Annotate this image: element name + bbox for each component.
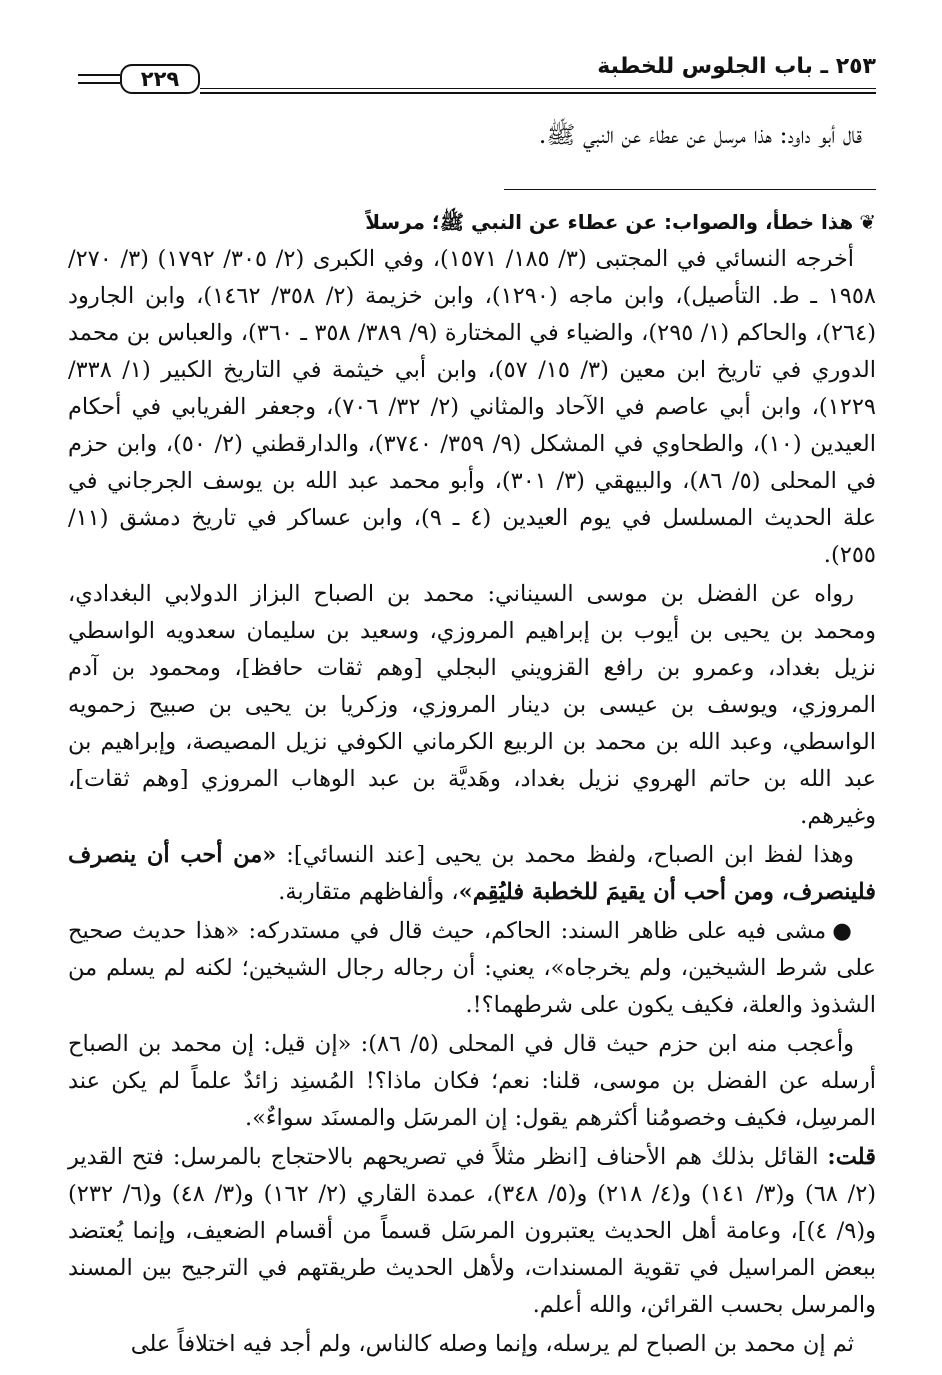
wording-lead: وهذا لفظ ابن الصباح، ولفظ محمد بن يحيى [عند النسائي]: [286,842,854,868]
qultu-label: قلت: [827,1144,877,1170]
paragraph-final: ثم إن محمد بن الصباح لم يرسله، وإنما وصله كالناس، ولم أجد فيه اختلافاً على [130,1331,854,1357]
section-heading [68,205,876,239]
section-heading-text: هذا خطأ، والصواب: عن عطاء عن النبي ﷺ؛ مرسلاً [365,210,854,234]
header-rule [78,74,120,76]
chapter-title: ٢٥٣ ـ باب الجلوس للخطبة [597,54,876,79]
paragraph-wording [68,837,876,911]
header-rule [78,82,120,84]
paragraph-takhrij: أخرجه النسائي في المجتبى (٣/ ١٨٥/ ١٥٧١)، وفي الكبرى (٢/ ٣٠٥/ ١٧٩٢) (٣/ ٢٧٠/ ١٩٥٨ ـ ط. التأصيل)، وابن ماجه (١٢٩٠)، وابن خزيمة (٢/ ٣٥٨/ ١٤٦٢)، وابن الجارود (٢٦٤)، والحاكم (١/ ٢٩٥)، والضياء في المختارة (٩/ ٣٨٩/ ٣٥٨ ـ ٣٦٠)، والعباس بن محمد الدوري في تاريخ ابن معين (٣/ ١٥/ ٥٧)، وابن أبي خيثمة في التاريخ الكبير (١/ ٣٣٨/ ١٢٢٩)، وابن أبي عاصم في الآحاد والمثاني (٢/ ٣٢/ ٧٠٦)، وجعفر الفريابي في أحكام العيدين (١٠)، والطحاوي في المشكل (٩/ ٣٥٩/ ٣٧٤٠)، والدارقطني (٢/ ٥٠)، وابن حزم في المحلى (٥/ ٨٦)، والبيهقي (٣/ ٣٠١)، وأبو محمد عبد الله بن يوسف الجرجاني في علة الحديث المسلسل في يوم العيدين (٤ ـ ٩)، وابن عساكر في تاريخ دمشق (١١/ ٢٥٥). [68,246,877,568]
flower-icon: ❦ [859,210,876,234]
bullet-icon: ● [832,918,854,944]
paragraph-hakim [68,913,876,1024]
header-rule [200,92,876,94]
intro-text: قال أبو داود: هذا مرسل عن عطاء عن النبي ﷺ. [538,121,862,149]
hadith-quote: «من أحب أن ينصرف فلينصرف، ومن أحب أن يقيمَ للخطبة فليُقِم» [68,842,876,905]
qultu-text: القائل بذلك هم الأحناف [انظر مثلاً في تصريحهم بالاحتجاج بالمرسل: فتح القدير (٢/ ٦٨) و(٣/ ١٤١) و(٤/ ٢١٨) و(٥/ ٣٤٨)، عمدة القاري (٢/ ١٦٢) و(٣/ ٤٨) و(٦/ ٢٣٢) و(٩/ ٤)]، وعامة أهل الحديث يعتبرون المرسَل قسماً من أقسام الضعيف، وإنما يُعتضد ببعض المراسيل في تقوية المسندات، ولأهل الحديث طريقتهم في الترجيح بين المسند والمرسل بحسب القرائن، والله أعلم. [68,1144,877,1318]
hakim-text: مشى فيه على ظاهر السند: الحاكم، حيث قال في مستدركه: «هذا حديث صحيح على شرط الشيخين، ولم يخرجاه»، يعني: أن رجاله رجال الشيخين؛ لكنه لم يسلم من الشذوذ والعلة، فكيف يكون على شرطهما؟!. [68,918,876,1018]
page-header [78,52,876,96]
commentary-body [68,205,876,1365]
wording-tail: ، وألفاظهم متقاربة. [278,879,459,905]
paragraph-narrators: رواه عن الفضل بن موسى السيناني: محمد بن الصباح البزاز الدولابي البغدادي، ومحمد بن يحيى بن أيوب بن إبراهيم المروزي، وسعيد بن سليمان سعدويه الواسطي نزيل بغداد، وعمرو بن رافع القزويني البجلي [وهم ثقات حافظ]، ومحمود بن آدم المروزي، ويوسف بن عيسى بن دينار المروزي، وزكريا بن يحيى بن صبيح زحمويه الواسطي، وعبد الله بن محمد بن الربيع الكرماني الكوفي نزيل المصيصة، وإبراهيم بن عبد الله بن حاتم الهروي نزيل بغداد، وهَديَّة بن عبد الوهاب المروزي [وهم ثقات]، وغيرهم. [68,581,876,829]
footnote-separator [504,189,876,190]
paragraph-ibn-hazm: وأعجب منه ابن حزم حيث قال في المحلى (٥/ ٨٦): «إن قيل: إن محمد بن الصباح أرسله عن الفضل بن موسى، قلنا: نعم؛ فكان ماذا؟! المُسنِد زائدٌ علماً لم يكن عند المرسِل، فكيف وخصومُنا أكثرهم يقول: إن المرسَل والمسنَد سواءٌ». [68,1031,876,1131]
page-number: ٢٢٩ [120,64,200,94]
paragraph-qultu [68,1139,876,1324]
header-rule [200,88,876,89]
